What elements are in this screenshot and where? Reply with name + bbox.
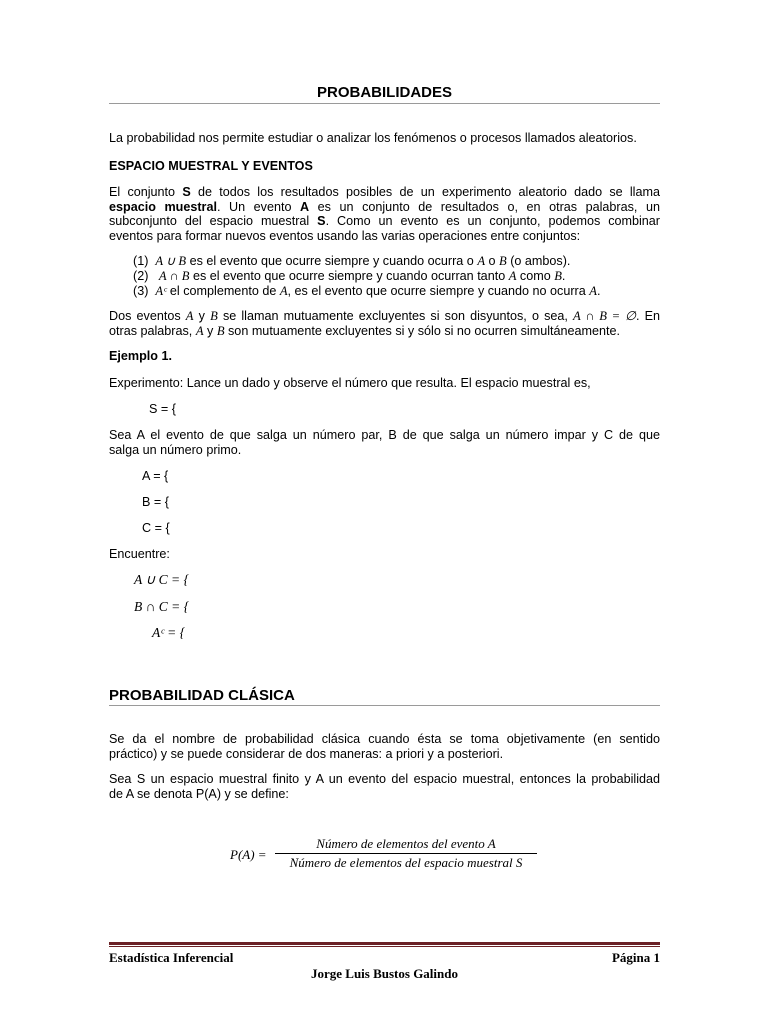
sample-space-s: S = { <box>149 402 176 416</box>
section-heading-espacio-muestral: ESPACIO MUESTRAL Y EVENTOS <box>109 159 313 173</box>
paragraph-line: Se da el nombre de probabilidad clásica cuando ésta se toma objetivamente (en sentido <box>109 732 660 746</box>
footer-rule-thin <box>109 946 660 947</box>
paragraph-line: Sea S un espacio muestral finito y A un evento del espacio muestral, entonces la probabilidad <box>109 772 660 786</box>
paragraph-conjunto-s <box>109 185 660 243</box>
paragraph-probabilidad-clasica <box>109 732 660 761</box>
set-c: C = { <box>142 521 170 535</box>
footer-page-number: Página 1 <box>611 950 660 965</box>
paragraph-espacio-finito <box>109 772 660 801</box>
find-b-intersect-c: B ∩ C = { <box>134 599 190 614</box>
paragraph-line: de A se denota P(A) y se define: <box>109 786 289 801</box>
list-item: (3) Aᶜ el complemento de A, es el evento que ocurre siempre y cuando no ocurra A. <box>133 284 601 298</box>
paragraph-line: espacio muestral. Un evento A es un conjunto de resultados o, en otras palabras, un <box>109 199 660 214</box>
section-heading-probabilidad-clasica: PROBABILIDAD CLÁSICA <box>109 687 295 704</box>
experiment-text: Experimento: Lance un dado y observe el número que resulta. El espacio muestral es, <box>109 376 591 390</box>
set-a: A = { <box>142 469 169 483</box>
list-item: (2) A ∩ B es el evento que ocurre siempre y cuando ocurran tanto A como B. <box>133 269 566 283</box>
paragraph-sea-a <box>109 428 660 457</box>
paragraph-line: Dos eventos A y B se llaman mutuamente excluyentes si son disyuntos, o sea, A ∩ B = ∅. En <box>109 309 660 323</box>
title-rule <box>109 103 660 104</box>
formula-lhs: P(A) = <box>230 847 267 862</box>
find-label: Encuentre: <box>109 547 170 561</box>
paragraph-line: salga un número primo. <box>109 442 242 457</box>
find-a-union-c: A ∪ C = { <box>134 572 189 587</box>
paragraph-mutuamente-excluyentes <box>109 309 660 338</box>
fraction-bar <box>275 853 537 854</box>
footer-author: Jorge Luis Bustos Galindo <box>310 966 458 981</box>
list-item: (1) A ∪ B es el evento que ocurre siempre y cuando ocurra o A o B (o ambos). <box>133 254 571 268</box>
paragraph-line: eventos para formar nuevos eventos usando las varias operaciones entre conjuntos: <box>109 228 581 243</box>
section-rule <box>109 705 660 706</box>
paragraph-line: otras palabras, A y B son mutuamente excluyentes si y sólo si no ocurren simultáneamente. <box>109 323 621 338</box>
footer-rule-thick <box>109 942 660 945</box>
formula-denominator: Número de elementos del espacio muestral S <box>289 855 523 870</box>
example-heading: Ejemplo 1. <box>109 349 172 363</box>
intro-paragraph: La probabilidad nos permite estudiar o analizar los fenómenos o procesos llamados aleatorios. <box>109 131 637 145</box>
set-b: B = { <box>142 495 169 509</box>
find-a-complement: Aᶜ = { <box>152 625 186 640</box>
paragraph-line: El conjunto S de todos los resultados posibles de un experimento aleatorio dado se llama <box>109 185 660 199</box>
formula-numerator: Número de elementos del evento A <box>316 836 496 851</box>
paragraph-line: práctico) y se puede considerar de dos maneras: a priori y a posteriori. <box>109 746 504 761</box>
footer-course: Estadística Inferencial <box>109 950 234 965</box>
paragraph-line: Sea A el evento de que salga un número par, B de que salga un número impar y C de que <box>109 428 660 442</box>
paragraph-line: subconjunto del espacio muestral S. Como un evento es un conjunto, podemos combinar <box>109 214 660 228</box>
page-title: PROBABILIDADES <box>316 84 452 101</box>
